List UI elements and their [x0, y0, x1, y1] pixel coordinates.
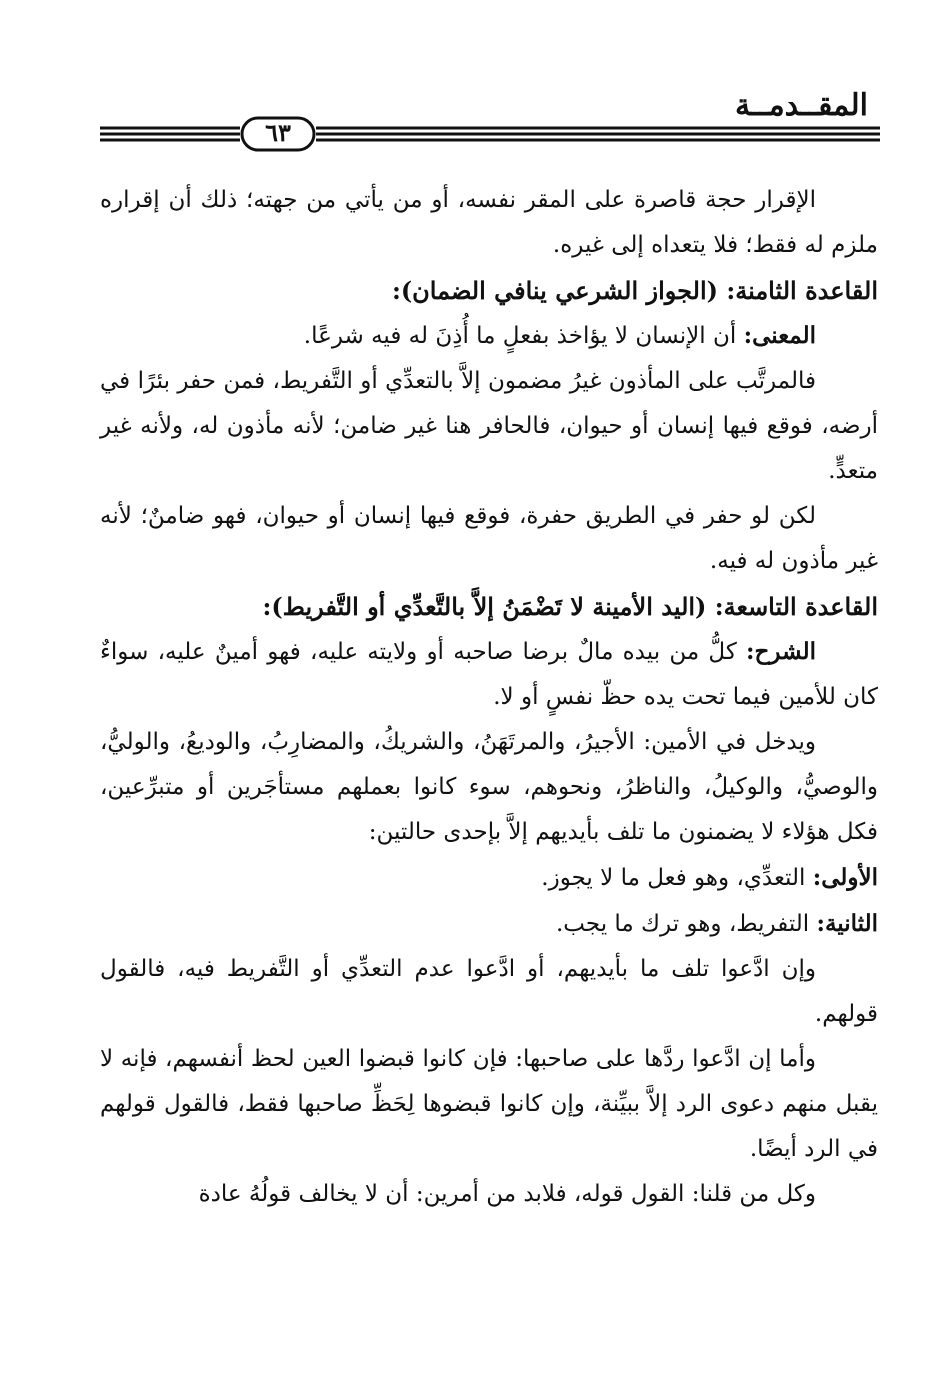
page-number: ٦٣ [265, 118, 291, 147]
paragraph: ويدخل في الأمين: الأجيرُ، والمرتَهَنُ، والشريكُ، والمضارِبُ، والوديعُ، والوليُّ، والوصيُّ، والوكيلُ، والناظرُ، ونحوهم، سوء كانوا بعملهم مستأجَرين أو متبرِّعين، فكل هؤلاء لا يضمنون ما تلف بأيديهم إلاَّ بإحدى حالتين: [100, 729, 878, 845]
body-text [100, 178, 878, 1217]
term-label: الأولى: [812, 864, 878, 891]
paragraph-text: كلُّ من بيده مالٌ برضا صاحبه أو ولايته عليه، فهو أمينٌ عليه، سواءٌ كان للأمين فيما تحت يده حظّ نفسٍ أو لا. [100, 639, 878, 710]
rule-heading-ninth: القاعدة التاسعة: (اليد الأمينة لا تَضْمَنُ إلاَّ بالتَّعدِّي أو التَّفريط): [262, 592, 878, 621]
paragraph: لكن لو حفر في الطريق حفرة، فوقع فيها إنسان أو حيوان، فهو ضامنٌ؛ لأنه غير مأذون له فيه. [100, 503, 878, 574]
term-label: الثانية: [816, 910, 878, 937]
paragraph: فالمرتَّب على المأذون غيرُ مضمون إلاَّ بالتعدِّي أو التَّفريط، فمن حفر بئرًا في أرضه، فوقع فيها إنسان أو حيوان، فالحافر هنا غير ضامن؛ لأنه مأذون له، ولأنه غير متعدٍّ. [100, 368, 878, 484]
paragraph-text: أن الإنسان لا يؤاخذ بفعلٍ ما أُذِنَ له فيه شرعًا. [303, 323, 744, 349]
paragraph [100, 313, 878, 359]
paragraph-text: التعدِّي، وهو فعل ما لا يجوز. [541, 865, 813, 891]
paragraph: وإن ادَّعوا تلف ما بأيديهم، أو ادَّعوا عدم التعدِّي أو التَّفريط فيه، فالقول قولهم. [100, 956, 878, 1027]
paragraph: الإقرار حجة قاصرة على المقر نفسه، أو من يأتي من جهته؛ ذلك أن إقراره ملزم له فقط؛ فلا يتعداه إلى غيره. [100, 187, 878, 258]
paragraph [100, 901, 878, 947]
paragraph: وكل من قلنا: القول قوله، فلابد من أمرين: أن لا يخالف قولُهُ عادة [198, 1181, 816, 1207]
paragraph: وأما إن ادَّعوا ردَّها على صاحبها: فإن كانوا قبضوا العين لحظ أنفسهم، فإنه لا يقبل منهم دعوى الرد إلاَّ ببيِّنة، وإن كانوا قبضوها لِحَظِّ صاحبها فقط، فالقول قولهم في الرد أيضًا. [100, 1046, 878, 1162]
paragraph [100, 629, 878, 720]
rule-heading-eighth: القاعدة الثامنة: (الجواز الشرعي ينافي الضمان): [391, 276, 878, 305]
header-rule [100, 112, 880, 156]
term-label: الشرح: [746, 638, 816, 665]
paragraph [100, 855, 878, 901]
paragraph-text: التفريط، وهو ترك ما يجب. [555, 911, 817, 937]
term-label: المعنى: [743, 322, 816, 349]
running-title: المقــدمــة [734, 88, 868, 123]
